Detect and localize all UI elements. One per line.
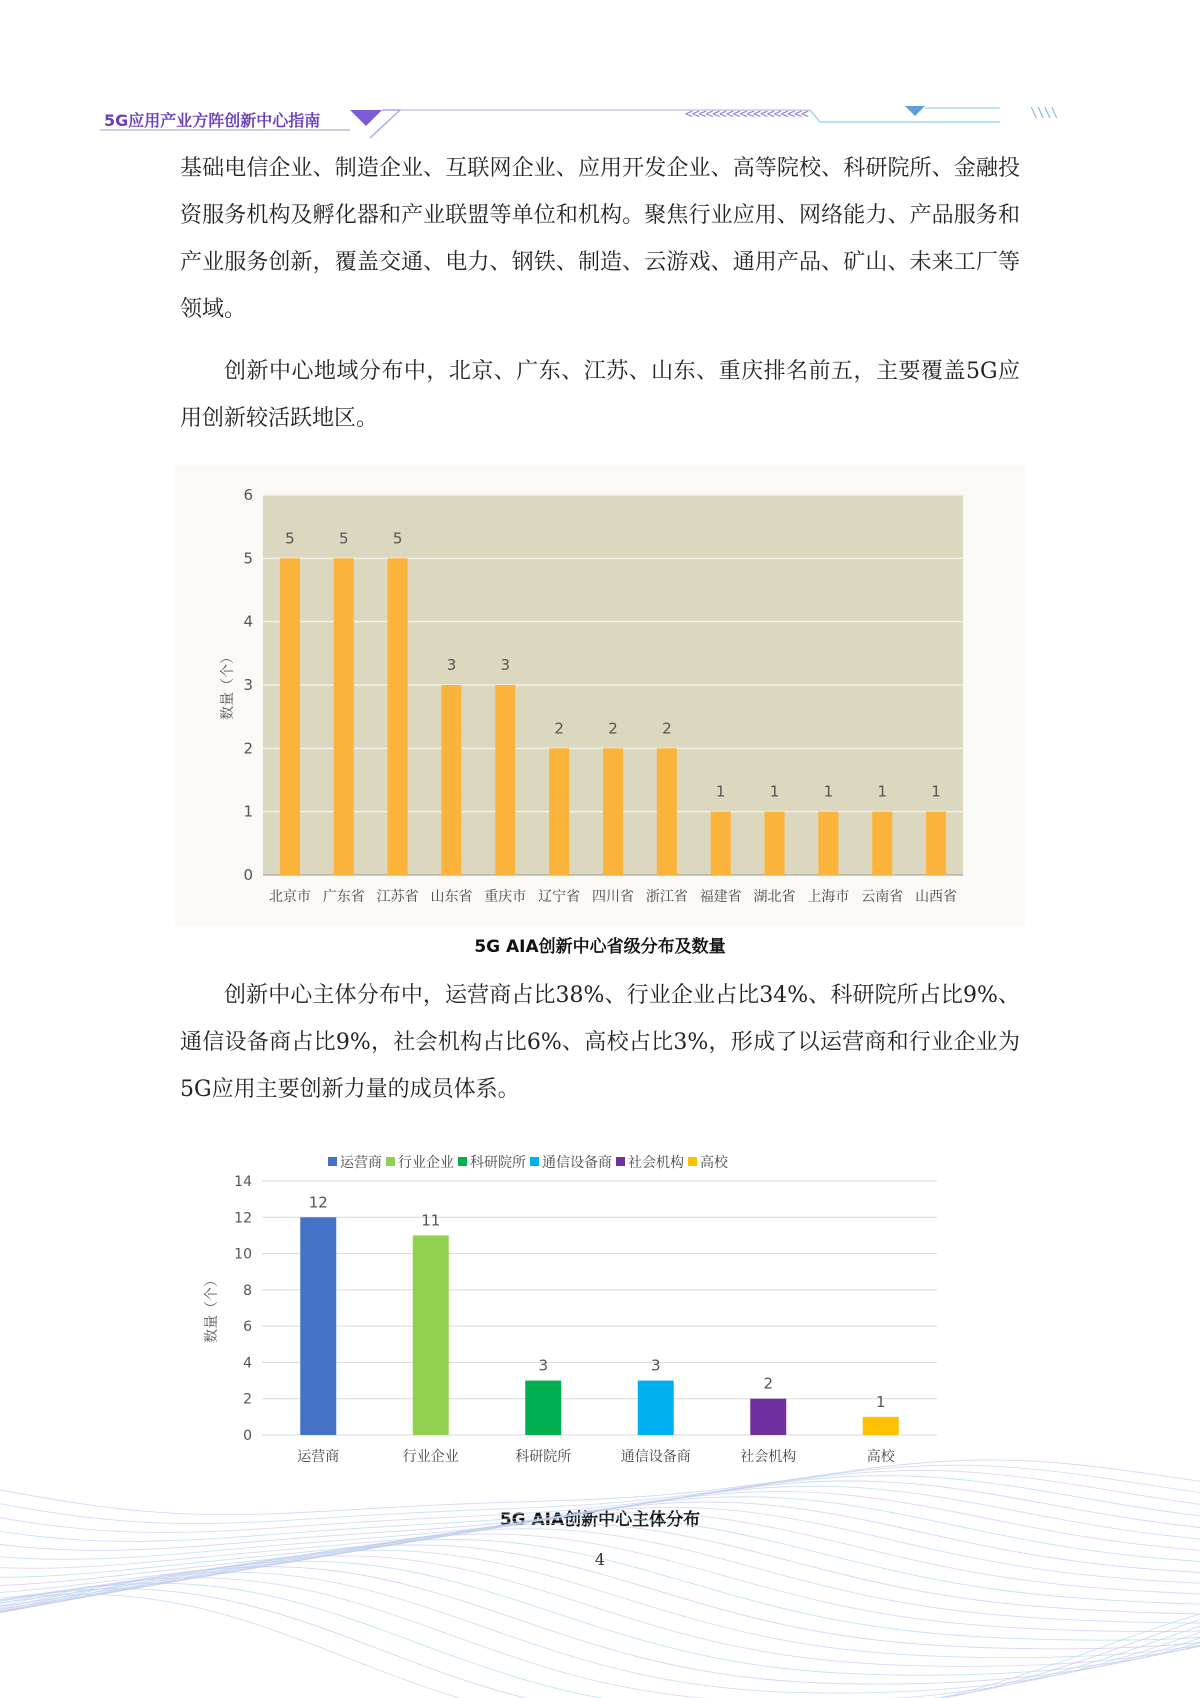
chart2-ytick: 12: [234, 1210, 252, 1227]
chart2-xtick: 高校: [866, 1449, 895, 1465]
chart2-xtick: 运营商: [297, 1449, 340, 1465]
chart1-ytick: 1: [243, 802, 253, 821]
page-number: 4: [594, 1550, 606, 1569]
chart1-data-label: 1: [715, 782, 726, 801]
chart2-legend-swatch: [328, 1157, 337, 1166]
chart2-legend-label: 运营商: [340, 1155, 382, 1171]
chart1-bar: [441, 685, 461, 875]
chart1-ylabel: 数量（个）: [220, 650, 236, 720]
chart2-xtick: 行业企业: [402, 1449, 459, 1465]
chart2-legend-swatch: [530, 1157, 539, 1166]
chart1-data-label: 2: [554, 719, 564, 738]
chart1-bar: [495, 685, 515, 875]
chart2-data-label: 12: [308, 1193, 328, 1212]
chart2-bar: [300, 1217, 336, 1435]
chart2-ytick: 8: [243, 1282, 252, 1299]
chart1-xtick: 四川省: [592, 889, 634, 905]
chart1-xtick: 广东省: [322, 889, 365, 905]
chart1-bar: [549, 748, 569, 875]
chart2-data-label: 11: [421, 1211, 441, 1230]
chart1-bar: [603, 748, 623, 875]
chart1-bar: [872, 812, 892, 875]
chart1-xtick: 重庆市: [484, 889, 527, 905]
wave-line: [0, 1476, 1200, 1542]
chart1-xtick: 山东省: [430, 889, 473, 905]
chart1-bar: [657, 748, 677, 875]
header-arrows-right: \\\\: [1030, 106, 1058, 121]
chart2-xtick: 社会机构: [740, 1449, 797, 1465]
chart1-ytick: 3: [243, 676, 253, 694]
chart1-data-label: 2: [608, 719, 618, 738]
chart1-data-label: 1: [769, 782, 780, 801]
chart1-bar: [818, 812, 838, 875]
chart1-xtick: 上海市: [807, 889, 850, 905]
chart1-data-label: 3: [500, 656, 511, 674]
chart2-xtick: 通信设备商: [620, 1449, 691, 1465]
chart1-bar: [280, 558, 300, 875]
chart2-legend-swatch: [386, 1157, 395, 1166]
paragraph-2: 创新中心地域分布中，北京、广东、江苏、山东、重庆排名前五，主要覆盖5G应用创新较活跃地区。: [180, 359, 1020, 431]
chart2-legend-label: 高校: [700, 1155, 728, 1171]
chart2-legend-label: 通信设备商: [542, 1155, 612, 1171]
chart1-data-label: 1: [877, 782, 888, 801]
header-title: 5G应用产业方阵创新中心指南: [104, 111, 321, 130]
province-chart: [175, 465, 1025, 929]
province-chart-svg: [175, 465, 1025, 925]
chart1-xtick: 山西省: [915, 889, 958, 905]
chart1-xtick: 云南省: [861, 889, 904, 905]
chart1-xtick: 福建省: [699, 889, 742, 905]
chart2-legend-swatch: [616, 1157, 625, 1166]
chart2-legend-swatch: [458, 1157, 467, 1166]
chart2-xtick: 科研院所: [515, 1449, 572, 1465]
chart1-xtick: 江苏省: [376, 889, 419, 905]
chart1-data-label: 5: [392, 529, 403, 548]
chart1-bar: [711, 812, 731, 875]
header-triangle-icon: [350, 110, 382, 126]
chart2-ytick: 4: [243, 1355, 252, 1372]
chart1-data-label: 2: [662, 719, 672, 738]
chart1-xtick: 辽宁省: [538, 889, 581, 905]
province-chart-caption: 5G AIA创新中心省级分布及数量: [474, 937, 726, 957]
page-header: [100, 100, 1100, 140]
paragraph-3: 创新中心主体分布中，运营商占比38%、行业企业占比34%、科研院所占比9%、通信设备商占比9%，社会机构占比6%、高校占比3%，形成了以运营商和行业企业为5G应用主要创新力量的成员体系。: [180, 983, 1020, 1102]
chart1-data-label: 1: [931, 782, 941, 801]
chart1-data-label: 3: [446, 656, 457, 674]
wave-line: [0, 1567, 1200, 1684]
chart2-ytick: 14: [234, 1174, 252, 1190]
wave-line: [0, 1465, 1200, 1523]
chart1-ytick: 2: [243, 739, 253, 758]
chart2-data-label: 3: [650, 1356, 661, 1375]
chart1-ytick: 5: [243, 549, 253, 568]
paragraph-1: 基础电信企业、制造企业、互联网企业、应用开发企业、高等院校、科研院所、金融投资服务机构及孵化器和产业联盟等单位和机构。聚焦行业应用、网络能力、产品服务和产业服务创新，覆盖交通、电力、钢铁、制造、云游戏、通用产品、矿山、未来工厂等领域。: [180, 156, 1020, 322]
chart1-bar: [765, 812, 785, 875]
chart2-data-label: 1: [875, 1392, 886, 1411]
chart1-data-label: 5: [285, 529, 295, 548]
chart2-ytick: 2: [243, 1391, 252, 1408]
entity-chart-caption: 5G AIA创新中心主体分布: [499, 1510, 701, 1530]
header-arrows: <<<<<<<<<<<<<<<<<<: [685, 107, 808, 122]
chart1-bar: [334, 558, 354, 875]
chart2-data-label: 2: [763, 1374, 774, 1393]
chart2-legend-swatch: [688, 1157, 697, 1166]
chart1-xtick: 浙江省: [645, 889, 688, 905]
chart1-xtick: 湖北省: [753, 889, 796, 905]
chart2-ytick: 10: [234, 1246, 252, 1263]
wave-line: [0, 1486, 1200, 1559]
chart1-ytick: 0: [243, 866, 253, 884]
chart2-ylabel: 数量（个）: [204, 1273, 220, 1343]
chart1-ytick: 4: [243, 612, 253, 631]
chart2-ytick: 0: [243, 1428, 252, 1444]
chart1-data-label: 1: [823, 782, 834, 801]
chart2-data-label: 3: [538, 1356, 549, 1375]
chart2-bar: [413, 1235, 449, 1435]
chart2-legend-label: 科研院所: [470, 1155, 526, 1171]
chart1-bar: [926, 812, 946, 875]
chart2-legend-label: 社会机构: [628, 1155, 684, 1171]
chart1-bar: [388, 558, 408, 875]
chart1-xtick: 北京市: [268, 889, 311, 905]
chart2-ytick: 6: [243, 1319, 252, 1336]
chart1-data-label: 5: [338, 529, 349, 548]
header-triangle-right-icon: [905, 106, 925, 116]
chart1-ytick: 6: [243, 486, 253, 504]
chart2-legend-label: 行业企业: [398, 1155, 454, 1171]
